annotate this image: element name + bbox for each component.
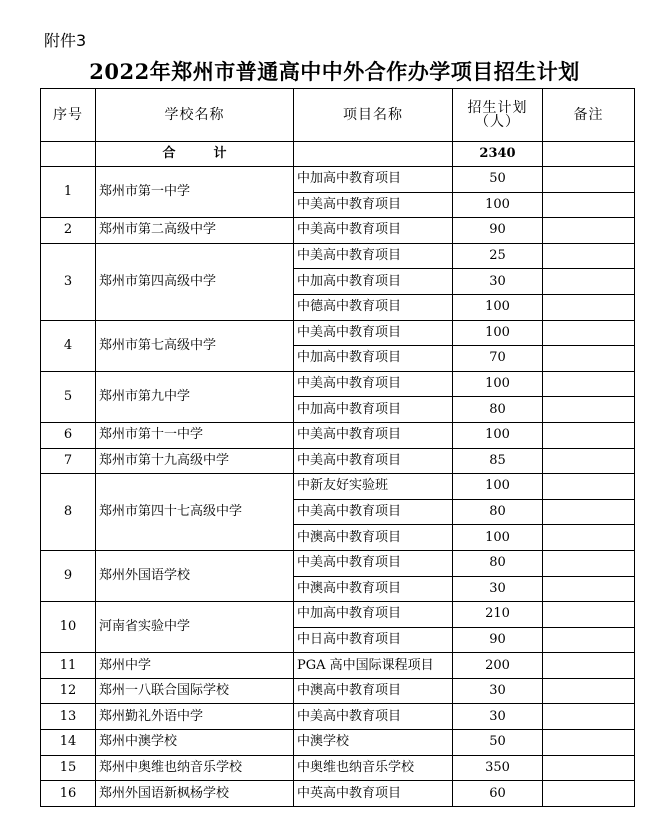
serial-number: 6 (41, 422, 96, 448)
table-row (41, 678, 635, 704)
remarks-cell (543, 243, 635, 269)
enrollment-count: 85 (453, 448, 543, 474)
project-name: 中美高中教育项目 (294, 243, 453, 269)
remarks-cell (543, 371, 635, 397)
remarks-cell (543, 730, 635, 756)
project-name: 中加高中教育项目 (294, 269, 453, 295)
remarks-cell (543, 218, 635, 244)
table-row (41, 602, 635, 628)
enrollment-plan-table (40, 88, 635, 807)
remarks-cell (543, 499, 635, 525)
project-name: 中美高中教育项目 (294, 550, 453, 576)
enrollment-count: 100 (453, 525, 543, 551)
project-name: 中澳学校 (294, 730, 453, 756)
serial-number: 14 (41, 730, 96, 756)
project-name: 中澳高中教育项目 (294, 525, 453, 551)
remarks-cell (543, 781, 635, 807)
school-name: 郑州市第一中学 (96, 167, 294, 218)
project-name: 中美高中教育项目 (294, 448, 453, 474)
table-row (41, 755, 635, 781)
enrollment-count: 30 (453, 269, 543, 295)
header-project-name: 项目名称 (294, 89, 453, 142)
school-name: 郑州外国语新枫杨学校 (96, 781, 294, 807)
project-name: 中德高中教育项目 (294, 294, 453, 320)
remarks-cell (543, 448, 635, 474)
school-name: 郑州中奥维也纳音乐学校 (96, 755, 294, 781)
project-name: PGA 高中国际课程项目 (294, 653, 453, 679)
table-row (41, 474, 635, 500)
remarks-cell (543, 192, 635, 218)
remarks-cell (543, 269, 635, 295)
serial-number: 9 (41, 550, 96, 601)
serial-number: 2 (41, 218, 96, 244)
enrollment-count: 100 (453, 192, 543, 218)
table-row (41, 550, 635, 576)
remarks-cell (543, 167, 635, 193)
school-name: 郑州一八联合国际学校 (96, 678, 294, 704)
enrollment-count: 80 (453, 550, 543, 576)
table-row (41, 422, 635, 448)
enrollment-count: 70 (453, 346, 543, 372)
table-row (41, 371, 635, 397)
project-name: 中美高中教育项目 (294, 499, 453, 525)
table-row (41, 704, 635, 730)
enrollment-count: 90 (453, 218, 543, 244)
enrollment-count: 100 (453, 320, 543, 346)
total-row (41, 142, 635, 167)
serial-number: 13 (41, 704, 96, 730)
header-remarks: 备注 (543, 89, 635, 142)
total-label: 合计 (96, 142, 294, 167)
attachment-label: 附件3 (44, 31, 87, 50)
remarks-cell (543, 627, 635, 653)
remarks-cell (543, 397, 635, 423)
serial-number: 15 (41, 755, 96, 781)
enrollment-count: 60 (453, 781, 543, 807)
school-name: 郑州市第十一中学 (96, 422, 294, 448)
school-name: 郑州市第四高级中学 (96, 243, 294, 320)
enrollment-count: 100 (453, 474, 543, 500)
total-project-cell (294, 142, 453, 167)
school-name: 郑州市第十九高级中学 (96, 448, 294, 474)
school-name: 郑州中学 (96, 653, 294, 679)
project-name: 中澳高中教育项目 (294, 678, 453, 704)
serial-number: 10 (41, 602, 96, 653)
enrollment-count: 350 (453, 755, 543, 781)
project-name: 中美高中教育项目 (294, 218, 453, 244)
enrollment-count: 80 (453, 499, 543, 525)
enrollment-count: 100 (453, 371, 543, 397)
remarks-cell (543, 678, 635, 704)
remarks-cell (543, 576, 635, 602)
header-enrollment-plan: 招生计划（人） (453, 89, 543, 142)
enrollment-count: 100 (453, 422, 543, 448)
enrollment-count: 50 (453, 730, 543, 756)
enrollment-count: 50 (453, 167, 543, 193)
remarks-cell (543, 294, 635, 320)
remarks-cell (543, 550, 635, 576)
serial-number: 3 (41, 243, 96, 320)
project-name: 中加高中教育项目 (294, 346, 453, 372)
project-name: 中美高中教育项目 (294, 371, 453, 397)
serial-number: 12 (41, 678, 96, 704)
table-header-row (41, 89, 635, 142)
school-name: 郑州市第九中学 (96, 371, 294, 422)
school-name: 郑州外国语学校 (96, 550, 294, 601)
enrollment-count: 100 (453, 294, 543, 320)
project-name: 中美高中教育项目 (294, 320, 453, 346)
project-name: 中新友好实验班 (294, 474, 453, 500)
serial-number: 7 (41, 448, 96, 474)
table-row (41, 653, 635, 679)
project-name: 中美高中教育项目 (294, 422, 453, 448)
serial-number: 8 (41, 474, 96, 551)
header-serial: 序号 (41, 89, 96, 142)
remarks-cell (543, 346, 635, 372)
enrollment-count: 30 (453, 576, 543, 602)
serial-number: 4 (41, 320, 96, 371)
table-row (41, 448, 635, 474)
enrollment-count: 210 (453, 602, 543, 628)
table-row (41, 218, 635, 244)
document-title: 2022年郑州市普通高中中外合作办学项目招生计划 (89, 59, 580, 84)
enrollment-count: 200 (453, 653, 543, 679)
remarks-cell (543, 474, 635, 500)
enrollment-count: 90 (453, 627, 543, 653)
remarks-cell (543, 422, 635, 448)
serial-number: 16 (41, 781, 96, 807)
serial-number: 5 (41, 371, 96, 422)
table-row (41, 167, 635, 193)
school-name: 郑州市第二高级中学 (96, 218, 294, 244)
remarks-cell (543, 755, 635, 781)
serial-number: 11 (41, 653, 96, 679)
project-name: 中美高中教育项目 (294, 192, 453, 218)
table-row (41, 781, 635, 807)
project-name: 中美高中教育项目 (294, 704, 453, 730)
total-serial-cell (41, 142, 96, 167)
project-name: 中英高中教育项目 (294, 781, 453, 807)
enrollment-count: 30 (453, 704, 543, 730)
project-name: 中加高中教育项目 (294, 167, 453, 193)
project-name: 中加高中教育项目 (294, 397, 453, 423)
remarks-cell (543, 602, 635, 628)
project-name: 中日高中教育项目 (294, 627, 453, 653)
remarks-cell (543, 704, 635, 730)
table-row (41, 730, 635, 756)
enrollment-count: 80 (453, 397, 543, 423)
project-name: 中澳高中教育项目 (294, 576, 453, 602)
school-name: 郑州市第四十七高级中学 (96, 474, 294, 551)
remarks-cell (543, 653, 635, 679)
remarks-cell (543, 320, 635, 346)
remarks-cell (543, 525, 635, 551)
header-school-name: 学校名称 (96, 89, 294, 142)
table-row (41, 320, 635, 346)
serial-number: 1 (41, 167, 96, 218)
school-name: 郑州勤礼外语中学 (96, 704, 294, 730)
enrollment-count: 30 (453, 678, 543, 704)
total-remarks-cell (543, 142, 635, 167)
school-name: 郑州中澳学校 (96, 730, 294, 756)
project-name: 中奥维也纳音乐学校 (294, 755, 453, 781)
school-name: 郑州市第七高级中学 (96, 320, 294, 371)
school-name: 河南省实验中学 (96, 602, 294, 653)
project-name: 中加高中教育项目 (294, 602, 453, 628)
enrollment-count: 25 (453, 243, 543, 269)
table-row (41, 243, 635, 269)
total-value: 2340 (453, 142, 543, 167)
